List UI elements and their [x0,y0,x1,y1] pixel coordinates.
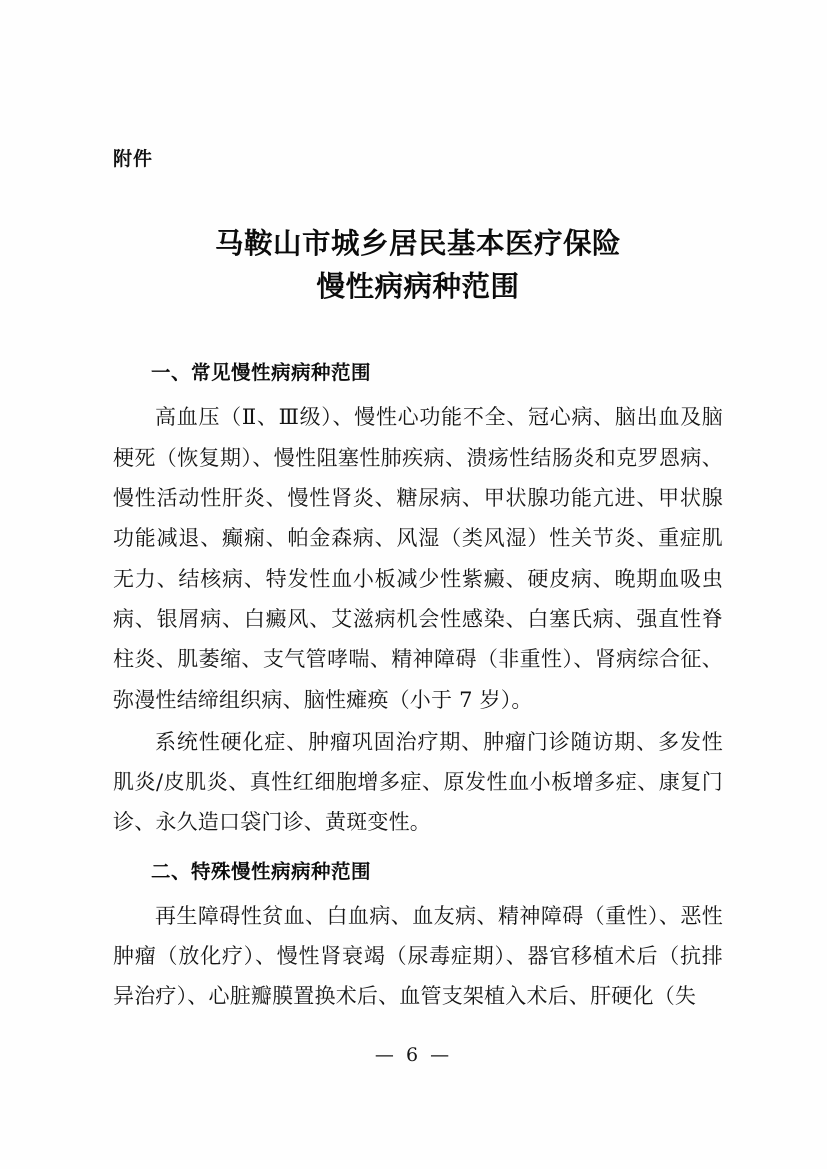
page-title-line-1: 马鞍山市城乡居民基本医疗保险 [214,226,621,260]
document-body [113,148,723,1019]
paragraph-special-chronic-list-1: 再生障碍性贫血、白血病、血友病、精神障碍（重性）、恶性肿瘤（放化疗）、慢性肾衰竭（尿毒症期）、器官移植术后（抗排异治疗）、心脏瓣膜置换术后、血管支架植入术后、肝硬化（失 [113,903,723,1009]
page-number: — 6 — [374,1044,453,1066]
section-heading-special-chronic-diseases: 二、特殊慢性病病种范围 [151,859,372,883]
section-heading-common-chronic-diseases: 一、常见慢性病病种范围 [151,361,372,385]
page-title-line-2: 慢性病病种范围 [316,269,520,303]
attachment-label: 附件 [113,148,154,170]
paragraph-common-chronic-list-2: 系统性硬化症、肿瘤巩固治疗期、肿瘤门诊随访期、多发性肌炎/皮肌炎、真性红细胞增多症、原发性血小板增多症、康复门诊、永久造口袋门诊、黄斑变性。 [113,729,723,835]
page-title [113,223,723,309]
paragraph-common-chronic-list-1: 高血压（Ⅱ、Ⅲ级）、慢性心功能不全、冠心病、脑出血及脑梗死（恢复期）、慢性阻塞性肺疾病、溃疡性结肠炎和克罗恩病、慢性活动性肝炎、慢性肾炎、糖尿病、甲状腺功能亢进、甲状腺功能减退、癫痫、帕金森病、风湿（类风湿）性关节炎、重症肌无力、结核病、特发性血小板减少性紫癜、硬皮病、晚期血吸虫病、银屑病、白癜风、艾滋病机会性感染、白塞氏病、强直性脊柱炎、肌萎缩、支气管哮喘、精神障碍（非重性）、肾病综合征、弥漫性结缔组织病、脑性瘫痪（小于 7 岁）。 [113,405,723,712]
